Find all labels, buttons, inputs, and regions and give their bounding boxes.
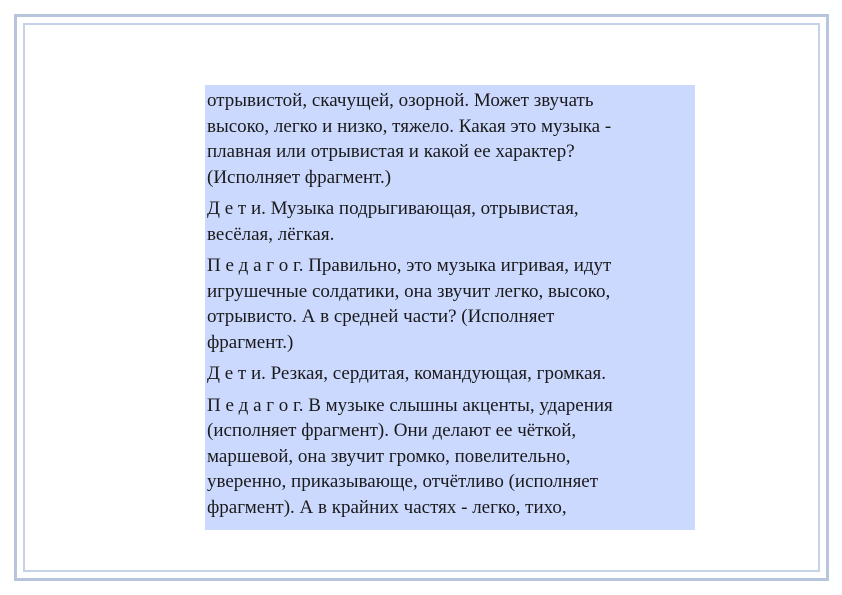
- paragraph-teacher-1: П е д а г о г. Правильно, это музыка игривая, идут игрушечные солдатики, она звучит легко, высоко, отрывисто. А в средней части? (Исполняет фрагмент.): [207, 255, 612, 353]
- paragraph-intro: отрывистой, скачущей, озорной. Может звучать высоко, легко и низко, тяжело. Какая это музыка - плавная или отрывистая и какой ее характер? (Исполняет фрагмент.): [207, 90, 612, 188]
- paragraph-children-answer-2: Д е т и. Резкая, сердитая, командующая, громкая.: [207, 363, 606, 384]
- text-block: [205, 85, 695, 530]
- paragraph-teacher-2: П е д а г о г. В музыке слышны акценты, ударения (исполняет фрагмент). Они делают ее чёткой, маршевой, она звучит громко, повелительно, уверенно, приказывающе, отчётливо (исполняет фрагмент). А в крайних частях - легко, тихо,: [207, 394, 613, 518]
- paragraph-children-answer-1: Д е т и. Музыка подрыгивающая, отрывистая, весёлая, лёгкая.: [207, 198, 579, 245]
